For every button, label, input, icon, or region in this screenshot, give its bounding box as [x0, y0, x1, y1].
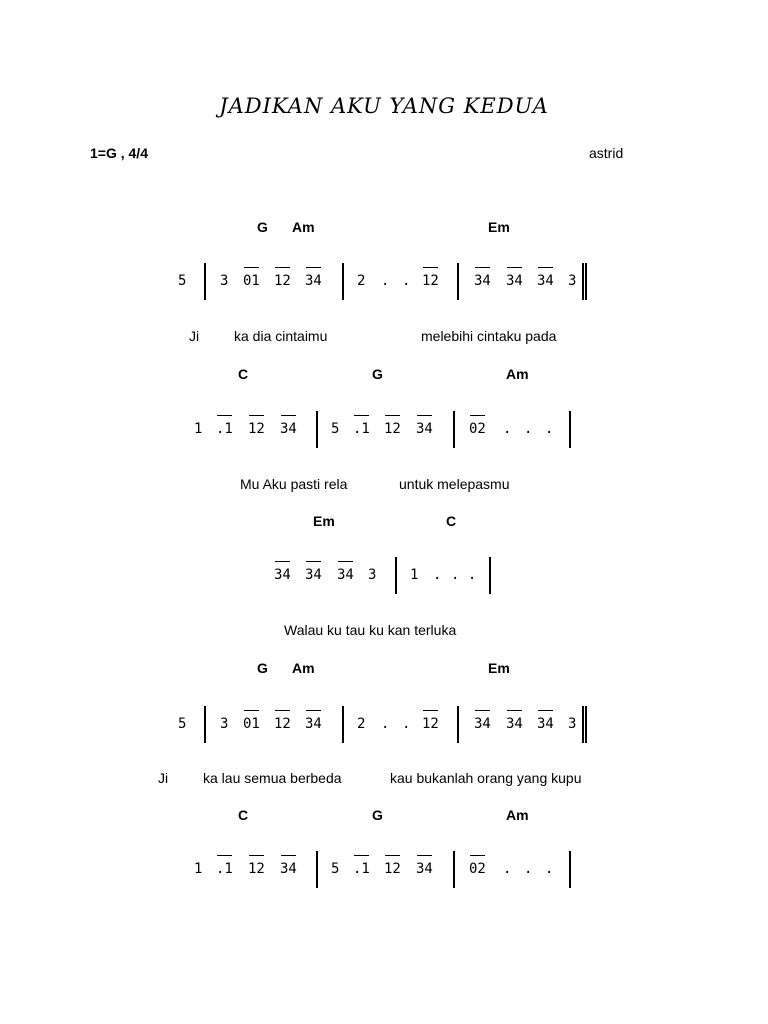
- beam-line: [385, 855, 400, 856]
- note: .: [503, 861, 512, 877]
- lyric-text: Ji: [189, 328, 200, 344]
- chord-label: G: [257, 219, 268, 235]
- note: .1: [353, 421, 370, 437]
- note: 12: [248, 861, 265, 877]
- note: .: [381, 716, 390, 732]
- beam-line: [417, 415, 432, 416]
- beam-line: [470, 415, 485, 416]
- note: 34: [305, 273, 322, 289]
- beam-line: [423, 267, 438, 268]
- note: 34: [305, 716, 322, 732]
- chord-label: C: [238, 807, 249, 823]
- beam-line: [354, 415, 369, 416]
- beam-line: [385, 415, 400, 416]
- note: 3: [568, 716, 577, 732]
- beam-line: [538, 710, 553, 711]
- bar-line: [453, 411, 455, 448]
- bar-line: [569, 851, 571, 888]
- chord-label: Em: [313, 513, 335, 529]
- note: 34: [474, 273, 491, 289]
- note: 34: [474, 716, 491, 732]
- beam-line: [306, 561, 321, 562]
- beam-line: [417, 855, 432, 856]
- note: .1: [353, 861, 370, 877]
- chord-label: C: [446, 513, 457, 529]
- note: 01: [243, 716, 260, 732]
- bar-line: [316, 851, 318, 888]
- beam-line: [306, 267, 321, 268]
- note: 34: [537, 716, 554, 732]
- beam-line: [249, 855, 264, 856]
- note: 3: [368, 567, 377, 583]
- note: 12: [248, 421, 265, 437]
- note: 12: [384, 861, 401, 877]
- beam-line: [507, 267, 522, 268]
- note: 3: [220, 716, 229, 732]
- note: 34: [280, 421, 297, 437]
- note: 02: [469, 421, 486, 437]
- beam-line: [470, 855, 485, 856]
- note: 34: [537, 273, 554, 289]
- beam-line: [475, 267, 490, 268]
- chord-label: Em: [488, 660, 510, 676]
- beam-line: [538, 267, 553, 268]
- note: 3: [568, 273, 577, 289]
- note: 1: [410, 567, 419, 583]
- note: 01: [243, 273, 260, 289]
- beam-line: [354, 855, 369, 856]
- note: 34: [506, 273, 523, 289]
- bar-line: [204, 263, 206, 300]
- bar-line: [316, 411, 318, 448]
- lyric-text: Walau ku tau ku kan terluka: [284, 622, 457, 638]
- beam-line: [281, 415, 296, 416]
- bar-line: [569, 411, 571, 448]
- chord-label: Em: [488, 219, 510, 235]
- note: 34: [416, 421, 433, 437]
- lyric-text: kau bukanlah orang yang kupu: [390, 770, 582, 786]
- note: 34: [280, 861, 297, 877]
- note: .: [402, 716, 411, 732]
- chord-label: G: [372, 807, 383, 823]
- chord-label: Am: [292, 219, 315, 235]
- bar-line: [585, 263, 587, 300]
- note: .: [524, 861, 533, 877]
- note: 5: [178, 273, 187, 289]
- bar-line: [342, 263, 344, 300]
- bar-line: [204, 706, 206, 743]
- key-signature: 1=G , 4/4: [90, 145, 148, 161]
- beam-line: [275, 561, 290, 562]
- bar-line: [342, 706, 344, 743]
- note: 12: [274, 716, 291, 732]
- lyric-text: ka lau semua berbeda: [203, 770, 342, 786]
- bar-line: [585, 706, 587, 743]
- note: 34: [274, 567, 291, 583]
- song-title: JADIKAN AKU YANG KEDUA: [219, 94, 549, 118]
- beam-line: [275, 267, 290, 268]
- note: 12: [422, 716, 439, 732]
- note: .: [402, 273, 411, 289]
- beam-line: [244, 710, 259, 711]
- beam-line: [249, 415, 264, 416]
- bar-line: [395, 557, 397, 594]
- lyric-text: untuk melepasmu: [399, 476, 510, 492]
- chord-label: Am: [292, 660, 315, 676]
- note: .: [545, 421, 554, 437]
- note: 5: [331, 861, 340, 877]
- note: .: [433, 567, 442, 583]
- note: 2: [357, 273, 366, 289]
- note: 34: [506, 716, 523, 732]
- note: 12: [384, 421, 401, 437]
- beam-line: [338, 561, 353, 562]
- lyric-text: Mu Aku pasti rela: [240, 476, 348, 492]
- author-name: astrid: [589, 145, 624, 161]
- note: 3: [220, 273, 229, 289]
- beam-line: [244, 267, 259, 268]
- lyric-text: Ji: [158, 770, 169, 786]
- lyric-text: ka dia cintaimu: [234, 328, 328, 344]
- note: .1: [216, 421, 233, 437]
- note: 5: [178, 716, 187, 732]
- beam-line: [281, 855, 296, 856]
- chord-label: G: [372, 366, 383, 382]
- beam-line: [217, 855, 232, 856]
- note: 02: [469, 861, 486, 877]
- bar-line: [457, 263, 459, 300]
- beam-line: [507, 710, 522, 711]
- bar-line: [489, 557, 491, 594]
- beam-line: [475, 710, 490, 711]
- beam-line: [423, 710, 438, 711]
- beam-line: [275, 710, 290, 711]
- note: 1: [194, 861, 203, 877]
- beam-line: [217, 415, 232, 416]
- note: 34: [337, 567, 354, 583]
- note: 2: [357, 716, 366, 732]
- note: .: [503, 421, 512, 437]
- chord-label: Am: [506, 366, 529, 382]
- note: 5: [331, 421, 340, 437]
- chord-label: G: [257, 660, 268, 676]
- chord-label: Am: [506, 807, 529, 823]
- note: .: [381, 273, 390, 289]
- bar-line: [582, 706, 584, 743]
- note: .1: [216, 861, 233, 877]
- note: 34: [416, 861, 433, 877]
- lyric-text: melebihi cintaku pada: [421, 328, 557, 344]
- note: 12: [274, 273, 291, 289]
- note: 12: [422, 273, 439, 289]
- note: .: [545, 861, 554, 877]
- bar-line: [457, 706, 459, 743]
- bar-line: [453, 851, 455, 888]
- note: 34: [305, 567, 322, 583]
- chord-label: C: [238, 366, 249, 382]
- note: . .: [451, 567, 477, 583]
- beam-line: [306, 710, 321, 711]
- bar-line: [582, 263, 584, 300]
- note: .: [524, 421, 533, 437]
- note: 1: [194, 421, 203, 437]
